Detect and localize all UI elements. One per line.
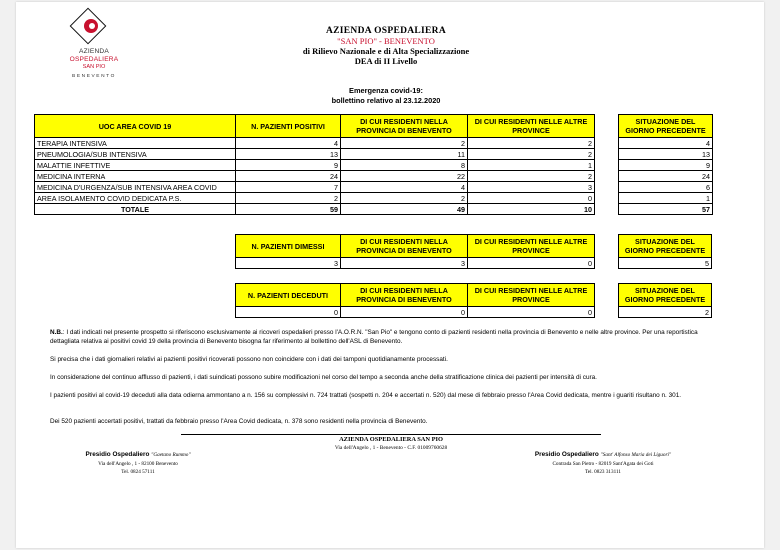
- header-subtitle: "SAN PIO" - BENEVENTO: [337, 36, 435, 46]
- header-title: AZIENDA OSPEDALIERA: [326, 26, 446, 36]
- logo-text-ospedaliera: OSPEDALIERA: [69, 56, 119, 63]
- footer-right-tel: Tel. 0823 313111: [585, 469, 621, 475]
- deceduti-header-altre: DI CUI RESIDENTI NELLE ALTRE PROVINCE: [468, 284, 595, 307]
- hospital-logo: [64, 10, 124, 82]
- footer-center-address: Via dell'Angelo , 1 - Benevento - C.F. 01009760628: [334, 445, 448, 451]
- deceased-previous-table: [618, 283, 712, 318]
- residenti-altre-cell: 1: [468, 160, 595, 171]
- residenti-altre-cell: 2: [468, 149, 595, 160]
- header-line3: di Rilievo Nazionale e di Alta Specializzazione: [302, 46, 470, 56]
- positivi-cell: 9: [236, 160, 341, 171]
- residenti-altre-cell: 2: [468, 138, 595, 149]
- dimessi-value-altre: 0: [468, 258, 595, 269]
- col-header-giorno-precedente: SITUAZIONE DEL GIORNO PRECEDENTE: [619, 115, 713, 138]
- table-row: [619, 149, 713, 160]
- note-paragraph-3: In considerazione del continuo afflusso di pazienti, i dati suindicati possono subire modificazioni nel corso del tempo a seconda anche della stratificazione clinica dei pazienti per intensità di cura.: [50, 374, 597, 381]
- dimessi-header-bn: DI CUI RESIDENTI NELLA PROVINCIA DI BENEVENTO: [341, 235, 468, 258]
- bulletin-title: [306, 86, 466, 106]
- footer-divider: [181, 434, 601, 435]
- deceduti-value-prev: 2: [619, 307, 712, 318]
- dimessi-value-bn: 3: [341, 258, 468, 269]
- deceduti-header-prev: SITUAZIONE DEL GIORNO PRECEDENTE: [619, 284, 712, 307]
- note-nb-label: N.B.: [50, 329, 63, 336]
- deceduti-value-altre: 0: [468, 307, 595, 318]
- residenti-bn-cell: 8: [341, 160, 468, 171]
- document-header: [256, 26, 516, 66]
- giorno-precedente-cell: 13: [619, 149, 713, 160]
- footer-center: [271, 436, 511, 452]
- logo-inner-circle: [89, 23, 95, 29]
- table-row: [341, 138, 595, 149]
- table-row: [35, 160, 341, 171]
- footer-left-name: "Gaetano Rummo": [151, 452, 191, 458]
- table-row: [35, 182, 341, 193]
- giorno-precedente-cell: 4: [619, 138, 713, 149]
- note-paragraph-5: Dei 520 pazienti accertati positivi, trattati da febbraio presso l'Area Covid dedicata, n. 378 sono residenti nella provincia di Benevento.: [50, 418, 428, 425]
- positivi-cell: 24: [236, 171, 341, 182]
- table-total-row: [619, 204, 713, 215]
- deceduti-header-bn: DI CUI RESIDENTI NELLA PROVINCIA DI BENEVENTO: [341, 284, 468, 307]
- table-row: [341, 149, 595, 160]
- note-nb: [50, 329, 722, 346]
- note-paragraph-4: I pazienti positivi al covid-19 deceduti alla data odierna ammontano a n. 156 su complessivi n. 724 trattati (sospetti n. 204 e accertati n. 520) dal mese di febbraio presso l'Area Covid dedicata, mentre i guariti risultano n. 301.: [50, 392, 682, 399]
- table-row: [35, 149, 341, 160]
- area-name-cell: MALATTIE INFETTIVE: [35, 160, 236, 171]
- residenti-altre-cell: 3: [468, 182, 595, 193]
- positivi-cell: 13: [236, 149, 341, 160]
- deceduti-header: N. PAZIENTI DECEDUTI: [236, 284, 341, 307]
- table-total-row: [341, 204, 595, 215]
- positives-table-previous: [618, 114, 713, 215]
- area-name-cell: TOTALE: [35, 204, 236, 215]
- residenti-bn-cell: 49: [341, 204, 468, 215]
- table-row: [35, 193, 341, 204]
- area-name-cell: MEDICINA INTERNA: [35, 171, 236, 182]
- col-header-positivi: N. PAZIENTI POSITIVI: [236, 115, 341, 138]
- dimessi-header: N. PAZIENTI DIMESSI: [236, 235, 341, 258]
- table-row: [619, 182, 713, 193]
- note-paragraph-2: Si precisa che i dati giornalieri relativi ai pazienti positivi ricoverati possono non coincidere con i dati dei tamponi quotidianamente processati.: [50, 356, 448, 363]
- footer-right-name: "Sant' Alfonso Maria dei Liguori": [600, 452, 672, 458]
- residenti-bn-cell: 4: [341, 182, 468, 193]
- footer-left-title: Presidio Ospedaliero: [85, 451, 150, 458]
- col-header-residenti-altre: DI CUI RESIDENTI NELLE ALTRE PROVINCE: [468, 115, 595, 138]
- deceduti-value-bn: 0: [341, 307, 468, 318]
- positivi-cell: 7: [236, 182, 341, 193]
- giorno-precedente-cell: 6: [619, 182, 713, 193]
- table-row: [35, 171, 341, 182]
- deceduti-value: 0: [236, 307, 341, 318]
- footer-right-title: Presidio Ospedaliero: [534, 451, 599, 458]
- dimessi-header-prev: SITUAZIONE DEL GIORNO PRECEDENTE: [619, 235, 712, 258]
- table-row: [619, 193, 713, 204]
- area-name-cell: AREA ISOLAMENTO COVID DEDICATA P.S.: [35, 193, 236, 204]
- note-nb-text: : I dati indicati nel presente prospetto si riferiscono esclusivamente ai ricoveri ospedalieri presso l'A.O.R.N. "San Pio" e tengono conto di pazienti residenti nella provincia di Benevento e nelle altre province. Per una reportistica dettagliata relativa ai positivi covid 19 della provincia di Benevento bisogna far riferimento al bollettino dell'ASL di Benevento.: [50, 329, 698, 345]
- footer-left-tel: Tel. 0824 57111: [121, 469, 155, 475]
- positivi-cell: 2: [236, 193, 341, 204]
- document-page: [16, 2, 764, 548]
- giorno-precedente-cell: 57: [619, 204, 713, 215]
- positives-table-right: [340, 114, 595, 215]
- dimessi-value: 3: [236, 258, 341, 269]
- table-total-row: [35, 204, 341, 215]
- table-row: [341, 193, 595, 204]
- table-row: [619, 160, 713, 171]
- col-header-residenti-bn: DI CUI RESIDENTI NELLA PROVINCIA DI BENEVENTO: [341, 115, 468, 138]
- giorno-precedente-cell: 9: [619, 160, 713, 171]
- bulletin-line1: Emergenza covid-19:: [349, 86, 423, 95]
- residenti-bn-cell: 11: [341, 149, 468, 160]
- discharged-previous-table: [618, 234, 712, 269]
- bulletin-line2: bollettino relativo al 23.12.2020: [331, 96, 441, 105]
- positivi-cell: 59: [236, 204, 341, 215]
- footer-right: [518, 451, 688, 477]
- residenti-bn-cell: 2: [341, 193, 468, 204]
- logo-text-benevento: BENEVENTO: [72, 74, 116, 79]
- residenti-altre-cell: 2: [468, 171, 595, 182]
- positives-table-left: [34, 114, 341, 215]
- col-header-area: UOC AREA COVID 19: [35, 115, 236, 138]
- footer-left-address: Via dell'Angelo , 1 - 82100 Benevento: [98, 460, 178, 467]
- dimessi-value-prev: 5: [619, 258, 712, 269]
- table-row: [341, 171, 595, 182]
- dimessi-header-altre: DI CUI RESIDENTI NELLE ALTRE PROVINCE: [468, 235, 595, 258]
- area-name-cell: PNEUMOLOGIA/SUB INTENSIVA: [35, 149, 236, 160]
- footer-left: [68, 451, 208, 477]
- table-row: [619, 138, 713, 149]
- positivi-cell: 4: [236, 138, 341, 149]
- residenti-altre-cell: 0: [468, 193, 595, 204]
- table-row: [341, 160, 595, 171]
- area-name-cell: MEDICINA D'URGENZA/SUB INTENSIVA AREA COVID: [35, 182, 236, 193]
- footer-center-title: AZIENDA OSPEDALIERA SAN PIO: [339, 436, 443, 443]
- footer-right-address: Contrada San Pietro - 82019 Sant'Agata dei Goti: [552, 460, 654, 467]
- residenti-bn-cell: 2: [341, 138, 468, 149]
- giorno-precedente-cell: 24: [619, 171, 713, 182]
- table-row: [35, 138, 341, 149]
- discharged-table: [235, 234, 595, 269]
- header-line4: DEA di II Livello: [354, 56, 418, 66]
- residenti-bn-cell: 22: [341, 171, 468, 182]
- logo-text-sanpio: SAN PIO: [82, 64, 106, 70]
- table-row: [341, 182, 595, 193]
- area-name-cell: TERAPIA INTENSIVA: [35, 138, 236, 149]
- giorno-precedente-cell: 1: [619, 193, 713, 204]
- deceased-table: [235, 283, 595, 318]
- residenti-altre-cell: 10: [468, 204, 595, 215]
- table-row: [619, 171, 713, 182]
- logo-text-azienda: AZIENDA: [79, 48, 109, 55]
